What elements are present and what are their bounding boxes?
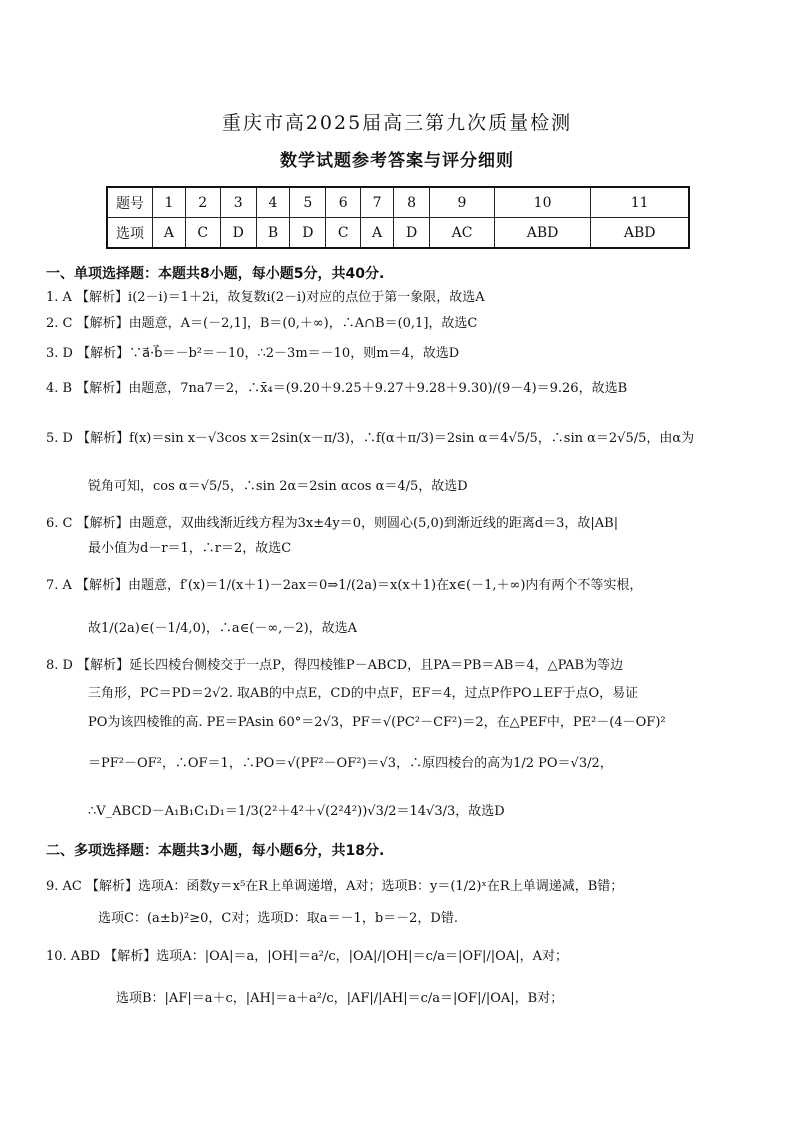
solution-line: 故1/(2a)∈(－1/4,0)，∴a∈(－∞,－2)，故选A xyxy=(88,621,358,636)
section-heading-multi-choice: 二、多项选择题：本题共3小题，每小题6分，共18分. xyxy=(46,843,385,859)
answer-cell: D xyxy=(220,218,256,249)
question-number: 1 xyxy=(153,187,186,218)
solution-line: 4. B 【解析】由题意，7na7＝2，∴x̄₄＝(9.20＋9.25＋9.27＋9.28＋9.30)/(9－4)＝9.26，故选B xyxy=(46,381,628,396)
row-label-answer: 选项 xyxy=(107,218,153,249)
answer-cell: B xyxy=(256,218,289,249)
section-heading-single-choice: 一、单项选择题：本题共8小题，每小题5分，共40分. xyxy=(46,266,385,282)
question-number: 9 xyxy=(430,187,495,218)
answer-cell: A xyxy=(361,218,394,249)
solution-line: 9. AC 【解析】选项A：函数y＝x⁵在R上单调递增，A对；选项B：y＝(1/2)ˣ在R上单调递减，B错； xyxy=(46,879,624,894)
row-label-number: 题号 xyxy=(107,187,153,218)
solution-line: 3. D 【解析】∵a⃗·b⃗＝－b²＝－10，∴2－3m＝－10，则m＝4，故选D xyxy=(46,346,460,361)
answer-table-answer-row xyxy=(107,218,689,249)
answer-table-number-row xyxy=(107,187,689,218)
question-number: 5 xyxy=(290,187,326,218)
solution-line: 2. C 【解析】由题意，A＝(－2,1]，B＝(0,＋∞)，∴A∩B＝(0,1]，故选C xyxy=(46,316,478,331)
question-number: 6 xyxy=(326,187,361,218)
solution-line: ∴V_ABCD－A₁B₁C₁D₁＝1/3(2²＋4²＋√(2²4²))√3/2＝14√3/3，故选D xyxy=(88,804,505,819)
question-number: 10 xyxy=(494,187,591,218)
answer-cell: D xyxy=(290,218,326,249)
question-number: 3 xyxy=(220,187,256,218)
answer-cell: AC xyxy=(430,218,495,249)
question-number: 8 xyxy=(394,187,430,218)
answer-cell: A xyxy=(153,218,186,249)
solution-line: 最小值为d－r＝1，∴r＝2，故选C xyxy=(88,541,292,556)
document-subtitle: 数学试题参考答案与评分细则 xyxy=(280,151,514,171)
answer-cell: D xyxy=(394,218,430,249)
question-number: 4 xyxy=(256,187,289,218)
solution-line: 三角形，PC＝PD＝2√2. 取AB的中点E，CD的中点F，EF＝4，过点P作PO⊥EF于点O，易证 xyxy=(88,686,639,701)
answer-cell: ABD xyxy=(591,218,689,249)
question-number: 7 xyxy=(361,187,394,218)
answer-table xyxy=(106,186,690,249)
document-title: 重庆市高2025届高三第九次质量检测 xyxy=(221,112,573,134)
solution-line: 锐角可知，cos α＝√5/5，∴sin 2α＝2sin αcos α＝4/5，故选D xyxy=(88,479,468,494)
solution-line: 8. D 【解析】延长四棱台侧棱交于一点P，得四棱锥P－ABCD，且PA＝PB＝AB＝4，△PAB为等边 xyxy=(46,658,624,673)
solution-line: 7. A 【解析】由题意，f′(x)＝1/(x＋1)－2ax＝0⇒1/(2a)＝x(x＋1)在x∈(－1,＋∞)内有两个不等实根， xyxy=(46,578,643,593)
answer-cell: ABD xyxy=(494,218,591,249)
solution-line: ＝PF²－OF²，∴OF＝1，∴PO＝√(PF²－OF²)＝√3，∴原四棱台的高为1/2 PO＝√3/2， xyxy=(88,756,613,771)
solution-line: 选项C：(a±b)²≥0，C对；选项D：取a＝－1，b＝－2，D错. xyxy=(98,911,458,926)
question-number: 2 xyxy=(185,187,220,218)
solution-line: 6. C 【解析】由题意，双曲线渐近线方程为3x±4y＝0，则圆心(5,0)到渐近线的距离d＝3，故|AB| xyxy=(46,516,619,531)
solution-line: 选项B：|AF|＝a＋c，|AH|＝a＋a²/c，|AF|/|AH|＝c/a＝|OF|/|OA|，B对； xyxy=(116,991,564,1006)
solution-line: 10. ABD 【解析】选项A：|OA|＝a，|OH|＝a²/c，|OA|/|OH|＝c/a＝|OF|/|OA|，A对； xyxy=(46,949,568,964)
answer-cell: C xyxy=(185,218,220,249)
solution-line: 1. A 【解析】i(2－i)＝1＋2i，故复数i(2－i)对应的点位于第一象限，故选A xyxy=(46,290,485,305)
question-number: 11 xyxy=(591,187,689,218)
answer-cell: C xyxy=(326,218,361,249)
solution-line: 5. D 【解析】f(x)＝sin x－√3cos x＝2sin(x－π/3)，∴f(α＋π/3)＝2sin α＝4√5/5，∴sin α＝2√5/5，由α为 xyxy=(46,431,695,446)
solution-line: PO为该四棱锥的高. PE＝PAsin 60°＝2√3，PF＝√(PC²－CF²)＝2，在△PEF中，PE²－(4－OF)² xyxy=(88,715,666,730)
